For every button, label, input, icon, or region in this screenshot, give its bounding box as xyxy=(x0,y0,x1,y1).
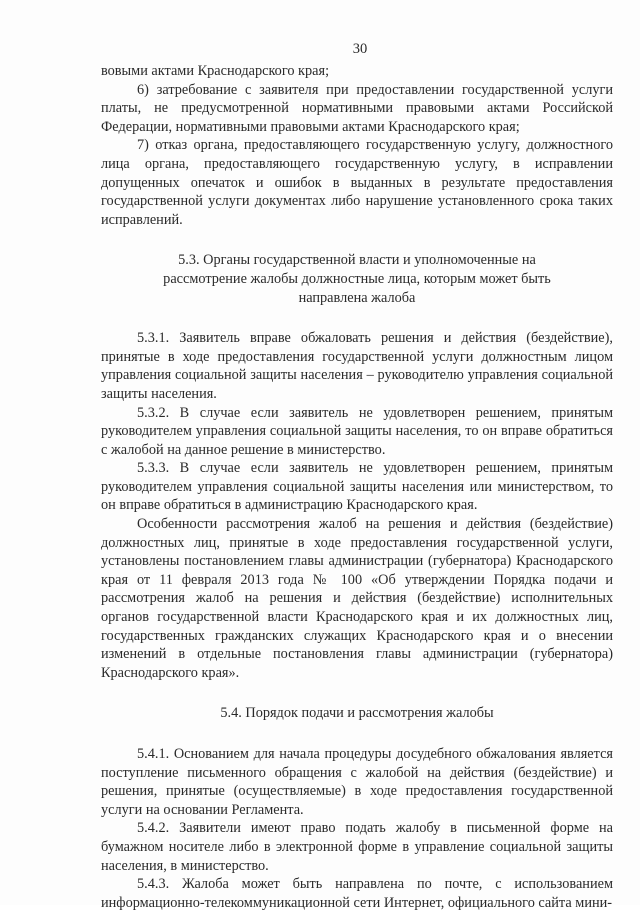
paragraph-5-3-2: 5.3.2. В случае если заявитель не удовлетворен решением, принятым руководителем управления социальной защиты населения, то он вправе обратиться с жалобой на данное решение в министерство. xyxy=(101,404,613,458)
section-heading-5-3-line-1: 5.3. Органы государственной власти и уполномоченные на xyxy=(178,252,536,269)
section-heading-5-4: 5.4. Порядок подачи и рассмотрения жалобы xyxy=(220,705,494,722)
paragraph-continuation: вовыми актами Краснодарского края; xyxy=(101,63,330,79)
paragraph-particulars: Особенности рассмотрения жалоб на решения и действия (бездействие) должностных лиц, принятые в ходе предоставления государственной услуги, установлены постановлением главы администрации (губернатора) Краснодарского края от 11 февраля 2013 года № 100 «Об утверждении Порядка подачи и рассмотрения жалоб на решения и действия (бездействие) исполнительных органов государственной власти Краснодарского края и их должностных лиц, государственных гражданских служащих Краснодарского края и о внесении изменений в отдельные постановления главы администрации (губернатора) Краснодарского края». xyxy=(101,516,613,681)
paragraph-5-4-2: 5.4.2. Заявители имеют право подать жалобу в письменной форме на бумажном носителе либо в электронной форме в управление социальной защиты населения, в министерство. xyxy=(101,820,613,874)
paragraph-5-3-1: 5.3.1. Заявитель вправе обжаловать решения и действия (бездействие), принятые в ходе предоставления государственной услуги должностным лицом управления социальной защиты населения – руководителю управления социальной защиты населения. xyxy=(101,330,613,402)
section-heading-5-3-line-3: направлена жалоба xyxy=(298,289,416,306)
document-body xyxy=(101,62,613,912)
paragraph-item-6: 6) затребование с заявителя при предоставлении государственной услуги платы, не предусмотренной нормативными правовыми актами Российской Федерации, нормативными правовыми актами Краснодарского края; xyxy=(101,81,613,135)
paragraph-5-3-3: 5.3.3. В случае если заявитель не удовлетворен решением, принятым руководителем управления социальной защиты населения или министерством, то он вправе обратиться в администрацию Краснодарского края. xyxy=(101,460,613,514)
paragraph-5-4-1: 5.4.1. Основанием для начала процедуры досудебного обжалования является поступление письменного обращения с жалобой на действия (бездействие) и решения, принятые (осуществляемые) в ходе предоставления государственной услуги на основании Регламента. xyxy=(101,746,613,818)
section-heading-5-3 xyxy=(101,251,613,307)
page-number: 30 xyxy=(352,41,368,57)
section-heading-5-3-line-2: рассмотрение жалобы должностные лица, которым может быть xyxy=(163,270,551,287)
paragraph-item-7: 7) отказ органа, предоставляющего государственную услугу, должностного лица органа, предоставляющего государственную услугу, в исправлении допущенных опечаток и ошибок в выданных в результате предоставления государственной услуги документах либо нарушение установленного срока таких исправлений. xyxy=(101,137,613,228)
paragraph-5-4-3: 5.4.3. Жалоба может быть направлена по почте, с использованием информационно-телекоммуникационной сети Интернет, официального сайта мини- xyxy=(101,876,613,911)
